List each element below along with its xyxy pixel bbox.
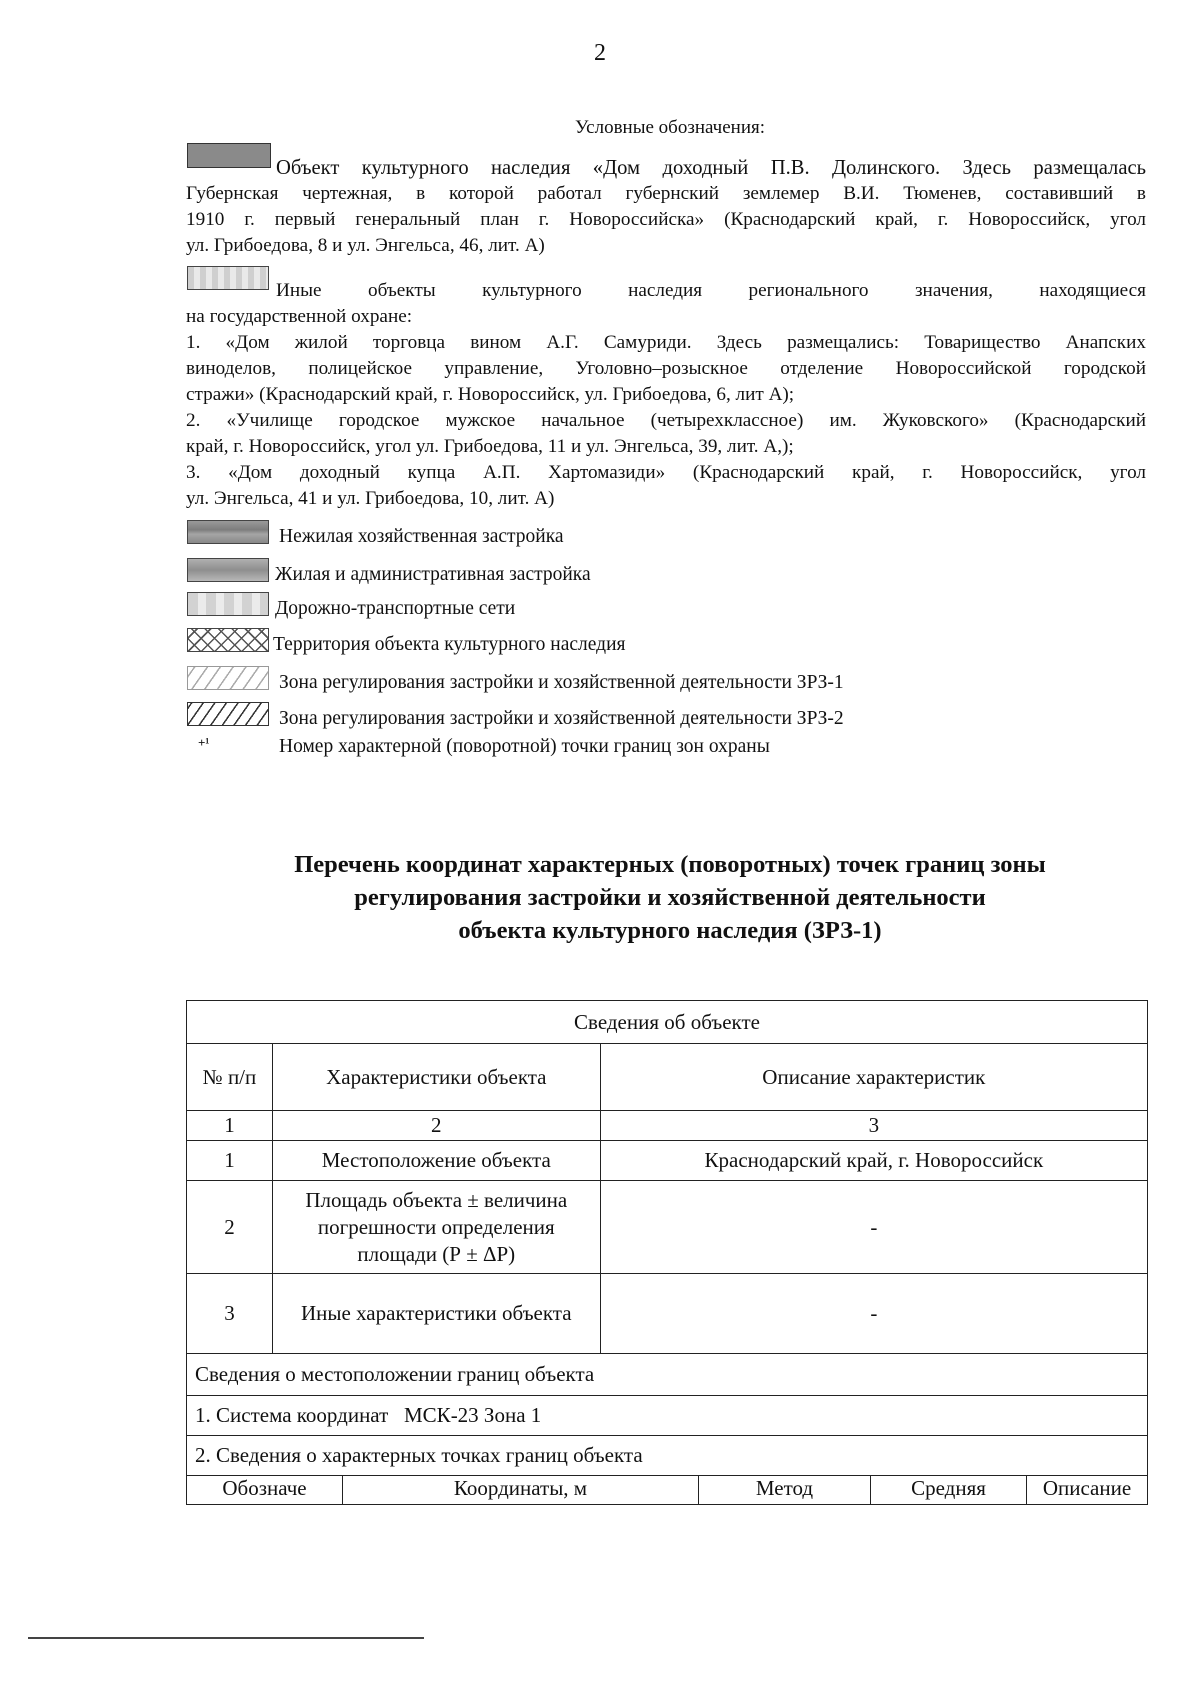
legend-road-network: Дорожно-транспортные сети	[275, 598, 516, 619]
footer-rule	[28, 1637, 424, 1639]
points-header-coordinates: Координаты, м	[343, 1476, 699, 1504]
object-info-table	[186, 1000, 1148, 1505]
points-header-mean: Средняя	[871, 1476, 1027, 1504]
legend-residential-admin: Жилая и административная застройка	[275, 564, 591, 585]
row-3-number: 3	[187, 1274, 273, 1354]
points-header-designation: Обозначе	[187, 1476, 343, 1504]
row-2-number: 2	[187, 1181, 273, 1274]
column-number-3: 3	[600, 1111, 1147, 1141]
legend-title: Условные обозначения:	[574, 117, 766, 138]
column-number-1: 1	[187, 1111, 273, 1141]
row-1-description: Краснодарский край, г. Новороссийск	[600, 1141, 1147, 1181]
main-object-line-4: ул. Грибоедова, 8 и ул. Энгельса, 46, лит. А)	[186, 235, 545, 256]
table-title: Сведения об объекте	[187, 1001, 1148, 1044]
heading-line-1: Перечень координат характерных (поворотных) точек границ зоны	[294, 851, 1046, 878]
header-number: № п/п	[187, 1044, 273, 1111]
heading-line-3: объекта культурного наследия (ЗРЗ-1)	[458, 917, 882, 944]
points-header-row	[187, 1476, 1148, 1505]
road-network-swatch	[187, 592, 269, 616]
other-item-3-line-2: ул. Энгельса, 41 и ул. Грибоедова, 10, лит. А)	[186, 488, 555, 509]
other-item-1-line-2: виноделов, полицейское управление, Уголовно–розыскное отделение Новороссийской городской	[186, 358, 1146, 379]
other-objects-line-2: на государственной охране:	[186, 306, 413, 327]
main-object-line-2: Губернская чертежная, в которой работал губернский землемер В.И. Тюменев, составивший в	[186, 183, 1146, 204]
location-title: Сведения о местоположении границ объекта	[187, 1354, 1148, 1396]
other-item-1-line-1: 1. «Дом жилой торговца вином А.Г. Самуриди. Здесь размещались: Товарищество Анапских	[186, 332, 1146, 353]
row-3-characteristic: Иные характеристики объекта	[272, 1274, 600, 1354]
other-item-3-line-1: 3. «Дом доходный купца А.П. Хартомазиди» (Краснодарский край, г. Новороссийск, угол	[186, 462, 1146, 483]
legend-heritage-territory: Территория объекта культурного наследия	[273, 634, 626, 655]
column-number-2: 2	[272, 1111, 600, 1141]
row-1-characteristic: Местоположение объекта	[272, 1141, 600, 1181]
other-item-2-line-1: 2. «Училище городское мужское начальное (четырехклассное) им. Жуковского» (Краснодарский	[186, 410, 1146, 431]
points-header-method: Метод	[699, 1476, 871, 1504]
row-1-number: 1	[187, 1141, 273, 1181]
header-description: Описание характеристик	[600, 1044, 1147, 1111]
turning-point-marker-icon: +¹	[198, 735, 210, 750]
row-3-description: -	[600, 1274, 1147, 1354]
coordinates-list-heading	[0, 848, 1200, 947]
main-object-line-1: Объект культурного наследия «Дом доходный П.В. Долинского. Здесь размещалась	[276, 157, 1146, 179]
other-objects-line-1: Иные объекты культурного наследия регионального значения, находящиеся	[276, 280, 1146, 301]
points-title: 2. Сведения о характерных точках границ объекта	[187, 1436, 1148, 1476]
page-number: 2	[594, 40, 606, 66]
points-header-description: Описание	[1042, 1476, 1132, 1500]
legend-zrz2: Зона регулирования застройки и хозяйственной деятельности ЗРЗ-2	[279, 708, 844, 729]
other-item-1-line-3: стражи» (Краснодарский край, г. Новороссийск, ул. Грибоедова, 6, лит А);	[186, 384, 795, 405]
residential-admin-swatch	[187, 558, 269, 582]
heritage-territory-swatch	[187, 628, 269, 652]
other-item-2-line-2: край, г. Новороссийск, угол ул. Грибоедова, 11 и ул. Энгельса, 39, лит. А,);	[186, 436, 794, 457]
zrz2-swatch	[187, 702, 269, 726]
row-2-characteristic: Площадь объекта ± величина погрешности определения площади (Р ± ΔР)	[272, 1181, 600, 1274]
header-characteristic: Характеристики объекта	[272, 1044, 600, 1111]
legend-turning-point: Номер характерной (поворотной) точки границ зон охраны	[279, 736, 770, 757]
heading-line-2: регулирования застройки и хозяйственной деятельности	[354, 884, 986, 911]
legend-non-residential: Нежилая хозяйственная застройка	[279, 526, 564, 547]
main-object-paragraph	[186, 155, 1146, 259]
coordinate-system: 1. Система координат МСК-23 Зона 1	[187, 1396, 1148, 1436]
non-residential-swatch	[187, 520, 269, 544]
row-2-description: -	[600, 1181, 1147, 1274]
main-object-line-3: 1910 г. первый генеральный план г. Новороссийска» (Краснодарский край, г. Новороссийск, угол	[186, 209, 1146, 230]
legend-zrz1: Зона регулирования застройки и хозяйственной деятельности ЗРЗ-1	[279, 672, 844, 693]
zrz1-swatch	[187, 666, 269, 690]
other-objects-paragraph	[186, 278, 1146, 512]
